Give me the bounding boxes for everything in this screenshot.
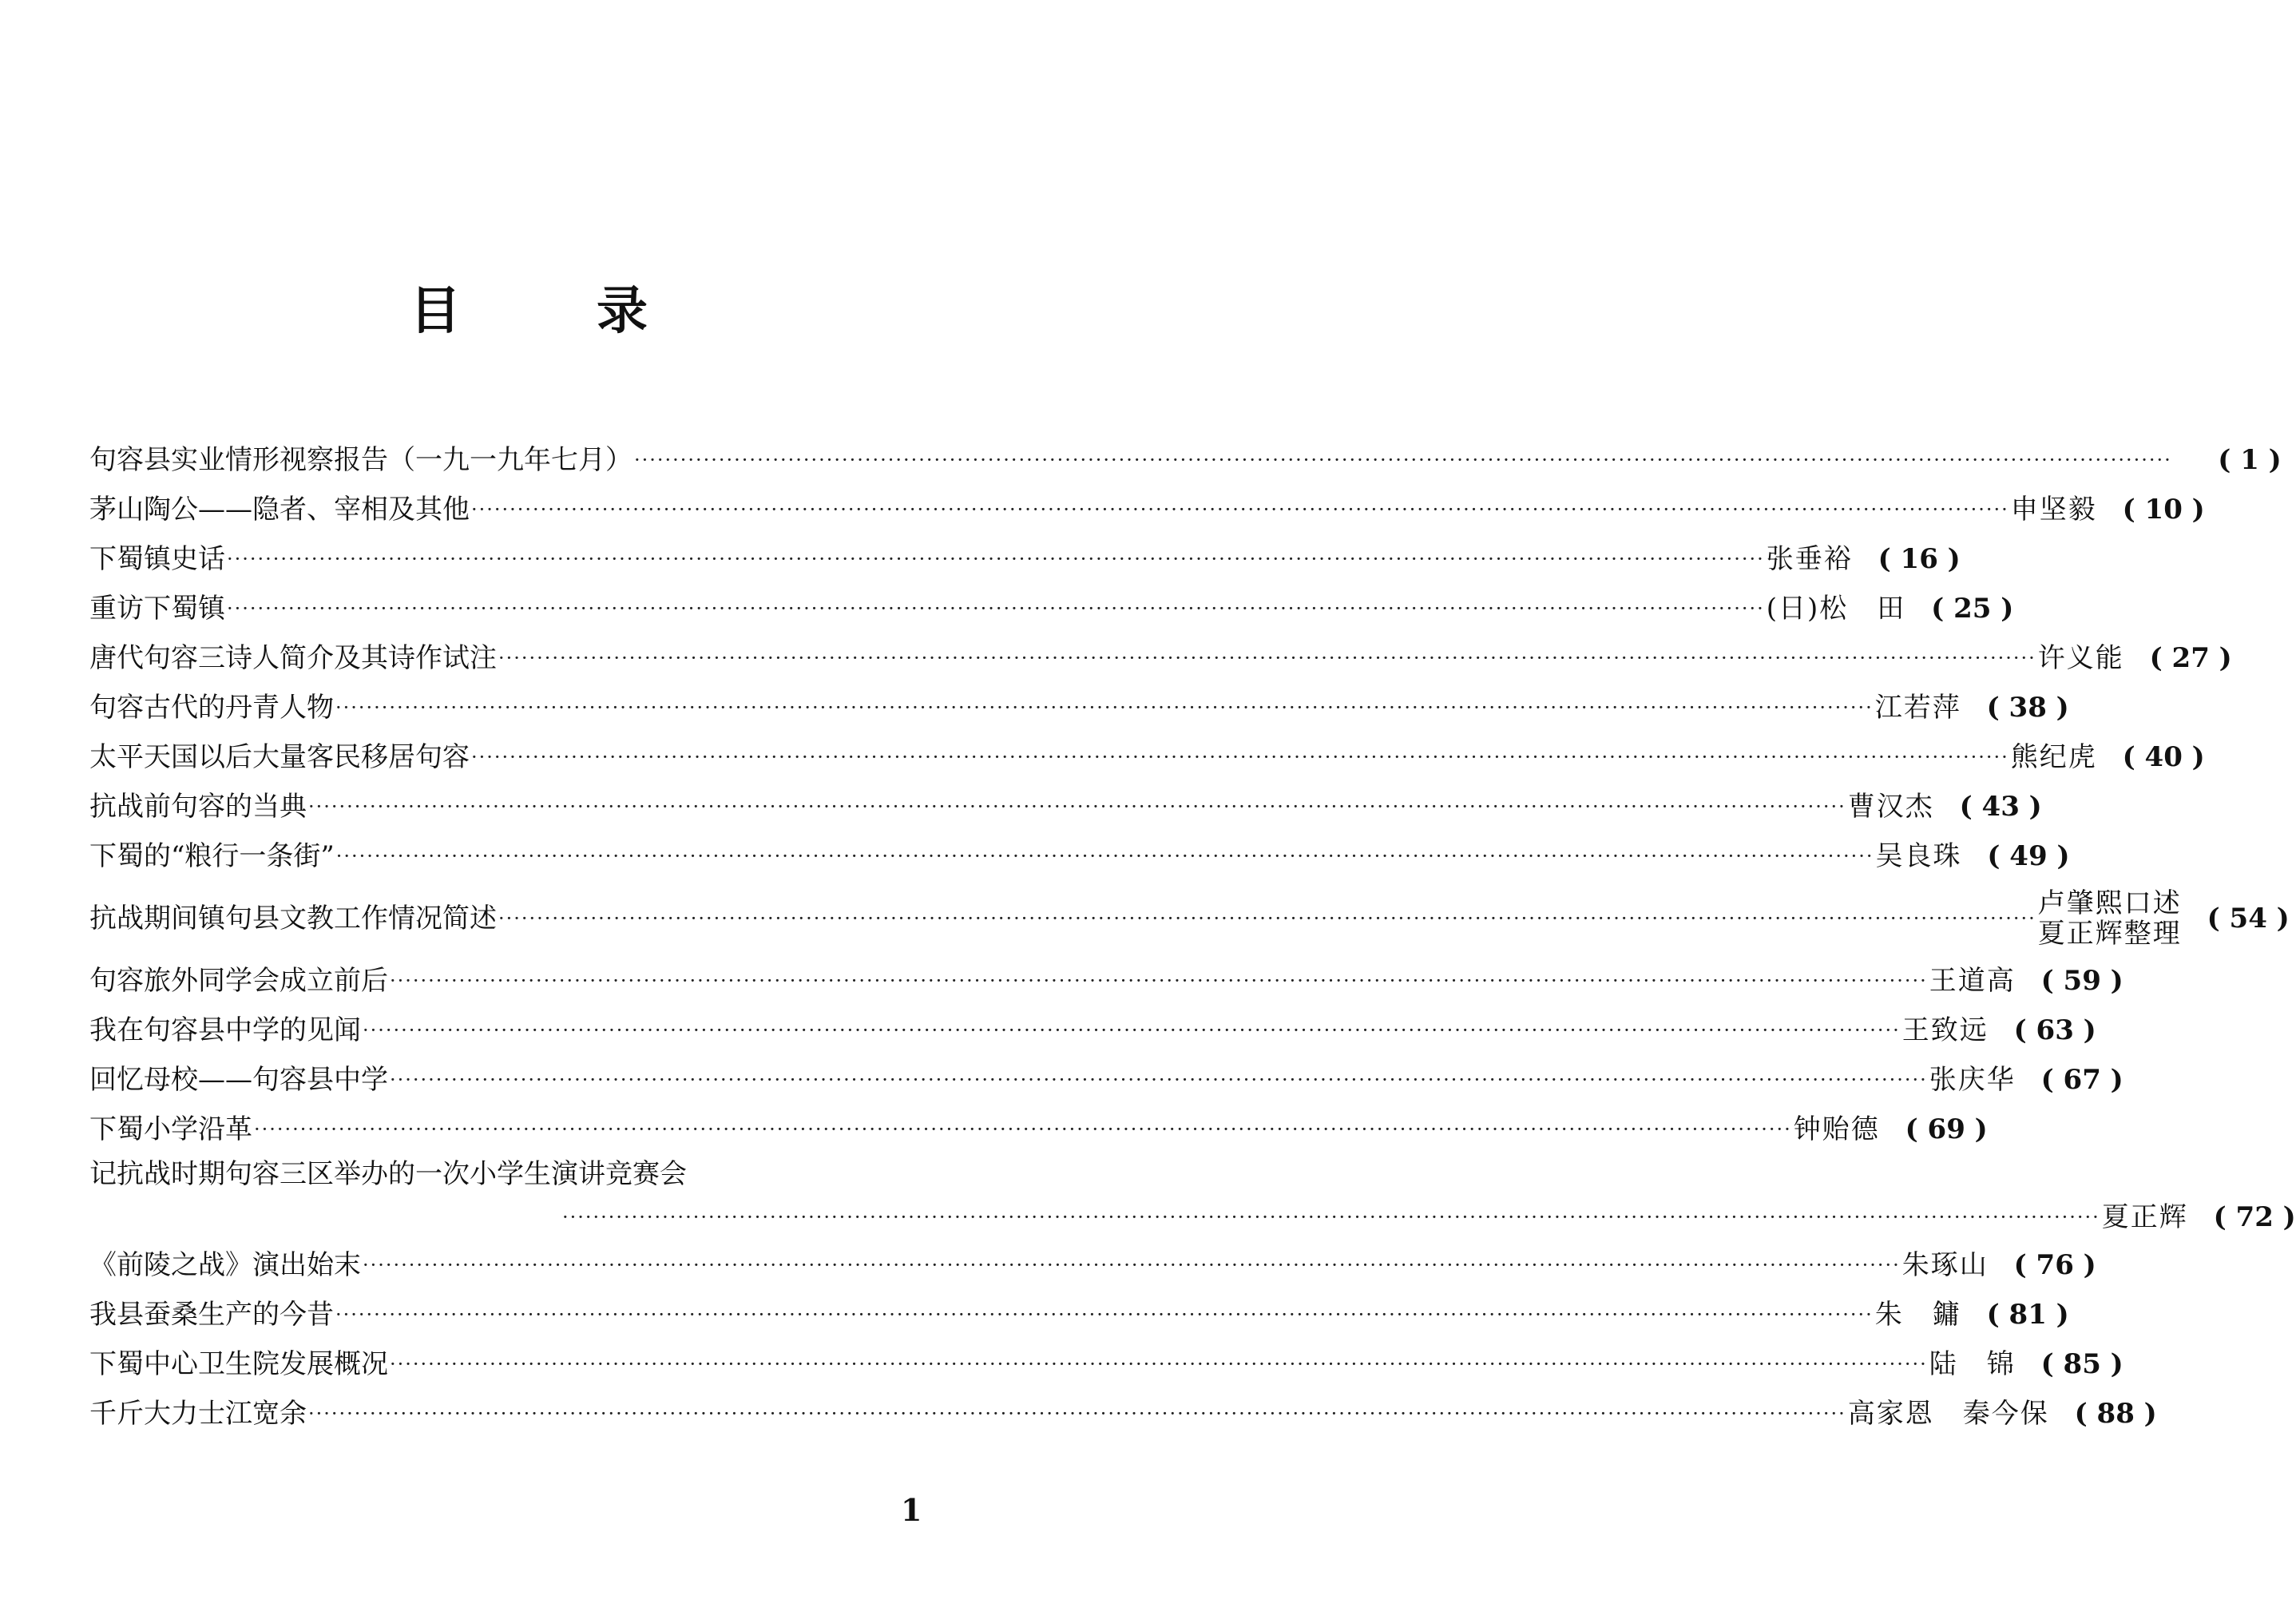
entry-author: 申坚毅 [2010, 494, 2097, 526]
entry-author-narrator: 卢肇熙口述 [2037, 887, 2182, 919]
entry-author: 熊纪虎 [2010, 741, 2097, 773]
entry-author: 吴良珠 [1875, 840, 1962, 872]
entry-page: ( 63 ) [2013, 1014, 2096, 1046]
entry-page: ( 54 ) [2207, 903, 2290, 934]
toc-entry[interactable] [89, 584, 2014, 633]
toc-entry[interactable] [89, 956, 2124, 1006]
toc-entry[interactable] [89, 1105, 1988, 1154]
entry-author: 钟贻德 [1793, 1113, 1880, 1145]
entry-author: 江若萍 [1874, 692, 1961, 724]
toc-entry[interactable] [89, 782, 2042, 831]
dot-leader: ········································································································································································································ [471, 746, 2009, 768]
page-title [0, 270, 1057, 343]
entry-page: ( 40 ) [2122, 741, 2205, 773]
entry-title: 下蜀镇史话 [89, 543, 225, 575]
entry-title: 下蜀中心卫生院发展概况 [89, 1348, 388, 1380]
dot-leader: ········································································································································································································ [390, 1069, 1928, 1091]
page-number: 1 [901, 1492, 922, 1528]
toc-entry[interactable] [89, 683, 2069, 732]
toc-entry-continuation[interactable] [89, 1194, 2296, 1240]
toc-entry[interactable] [89, 485, 2205, 534]
toc-entry[interactable] [89, 435, 2282, 485]
entry-author: 王致远 [1901, 1014, 1989, 1046]
entry-author: 朱琢山 [1901, 1249, 1989, 1281]
entry-page: ( 59 ) [2040, 965, 2124, 997]
dot-leader: ········································································································································································································ [363, 1254, 1901, 1276]
toc-entry[interactable] [89, 1055, 2124, 1105]
dot-leader: ········································································································································································································ [335, 696, 1874, 719]
entry-author: 王道高 [1929, 965, 2016, 997]
toc-entry[interactable] [89, 1240, 2096, 1290]
entry-title: 千斤大力士江宽余 [89, 1398, 307, 1430]
dot-leader: ········································································································································································································ [363, 1019, 1901, 1042]
entry-title: 下蜀的“粮行一条街” [89, 840, 335, 872]
entry-author: 张垂裕 [1766, 543, 1853, 575]
entry-title: 茅山陶公——隐者、宰相及其他 [89, 494, 470, 526]
dot-leader: ········································································································································································································ [390, 1353, 1928, 1375]
entry-page: ( 38 ) [1986, 692, 2069, 724]
toc-entry[interactable] [89, 881, 2290, 956]
entry-title: 抗战期间镇句县文教工作情况简述 [89, 903, 497, 934]
title-char-right: 录 [597, 282, 648, 341]
entry-page: ( 88 ) [2074, 1398, 2157, 1430]
dot-leader: ········································································································································································································ [335, 1304, 1874, 1326]
entry-page: ( 72 ) [2213, 1201, 2296, 1233]
dot-leader: ········································································································································································································ [254, 1118, 1792, 1141]
title-char-left: 目 [410, 282, 461, 341]
entry-title: 记抗战时期句容三区举办的一次小学生演讲竞赛会 [89, 1158, 687, 1190]
entry-author: (日)松 田 [1766, 593, 1906, 625]
dot-leader: ········································································································································································································ [390, 970, 1928, 992]
entry-title: 我县蚕桑生产的今昔 [89, 1299, 334, 1331]
entry-page: ( 67 ) [2040, 1064, 2124, 1096]
toc-entry[interactable] [89, 1006, 2096, 1055]
entry-page: ( 27 ) [2149, 642, 2232, 674]
entry-title: 太平天国以后大量客民移居句容 [89, 741, 470, 773]
entry-page: ( 43 ) [1959, 791, 2042, 823]
entry-author: 陆 锦 [1929, 1348, 2016, 1380]
table-of-contents [89, 435, 2296, 1438]
dot-leader: ········································································································································································································ [227, 597, 1765, 620]
toc-entry[interactable] [89, 534, 1961, 584]
entry-author: 张庆华 [1929, 1064, 2016, 1096]
dot-leader: ········································································································································································································ [308, 1403, 1846, 1425]
dot-leader: ········································································································································································································ [562, 1206, 2100, 1228]
entry-title: 句容古代的丹青人物 [89, 692, 334, 724]
entry-title: 唐代句容三诗人简介及其诗作试注 [89, 642, 497, 674]
toc-entry[interactable] [89, 1389, 2157, 1438]
entry-page: ( 69 ) [1905, 1113, 1988, 1145]
entry-page: ( 76 ) [2013, 1249, 2096, 1281]
entry-page: ( 10 ) [2122, 494, 2205, 526]
dot-leader: ········································································································································································································ [227, 548, 1765, 570]
entry-title: 句容县实业情形视察报告（一九一九年七月） [89, 444, 632, 476]
entry-author: 高家恩 秦今保 [1847, 1398, 2049, 1430]
entry-title: 回忆母校——句容县中学 [89, 1064, 388, 1096]
entry-page: ( 1 ) [2218, 444, 2282, 476]
entry-page: ( 81 ) [1986, 1299, 2069, 1331]
entry-author: 曹汉杰 [1847, 791, 1934, 823]
entry-authors [2038, 888, 2182, 949]
dot-leader: ········································································································································································································ [498, 907, 2036, 930]
toc-entry[interactable] [89, 732, 2205, 782]
toc-entry[interactable] [89, 831, 2070, 881]
dot-leader: ········································································································································································································ [471, 498, 2009, 521]
toc-entry-title-line[interactable] [89, 1154, 952, 1194]
dot-leader: ········································································································································································································ [498, 647, 2036, 669]
entry-title: 下蜀小学沿革 [89, 1113, 252, 1145]
entry-title: 我在句容县中学的见闻 [89, 1014, 361, 1046]
entry-title: 重访下蜀镇 [89, 593, 225, 625]
dot-leader: ········································································································································································································ [634, 449, 2172, 471]
entry-author: 朱 鏞 [1874, 1299, 1961, 1331]
dot-leader: ········································································································································································································ [308, 796, 1846, 818]
entry-page: ( 85 ) [2040, 1348, 2124, 1380]
entry-page: ( 16 ) [1878, 543, 1961, 575]
entry-page: ( 49 ) [1987, 840, 2070, 872]
entry-title: 句容旅外同学会成立前后 [89, 965, 388, 997]
toc-entry[interactable] [89, 1339, 2124, 1389]
entry-author: 许义能 [2037, 642, 2124, 674]
entry-author-editor: 夏正辉整理 [2037, 918, 2182, 950]
dot-leader: ········································································································································································································ [335, 845, 1874, 867]
entry-title: 抗战前句容的当典 [89, 791, 307, 823]
entry-author: 夏正辉 [2101, 1201, 2188, 1233]
toc-entry[interactable] [89, 633, 2232, 683]
toc-entry[interactable] [89, 1290, 2069, 1339]
entry-page: ( 25 ) [1931, 593, 2014, 625]
entry-title: 《前陵之战》演出始末 [89, 1249, 361, 1281]
